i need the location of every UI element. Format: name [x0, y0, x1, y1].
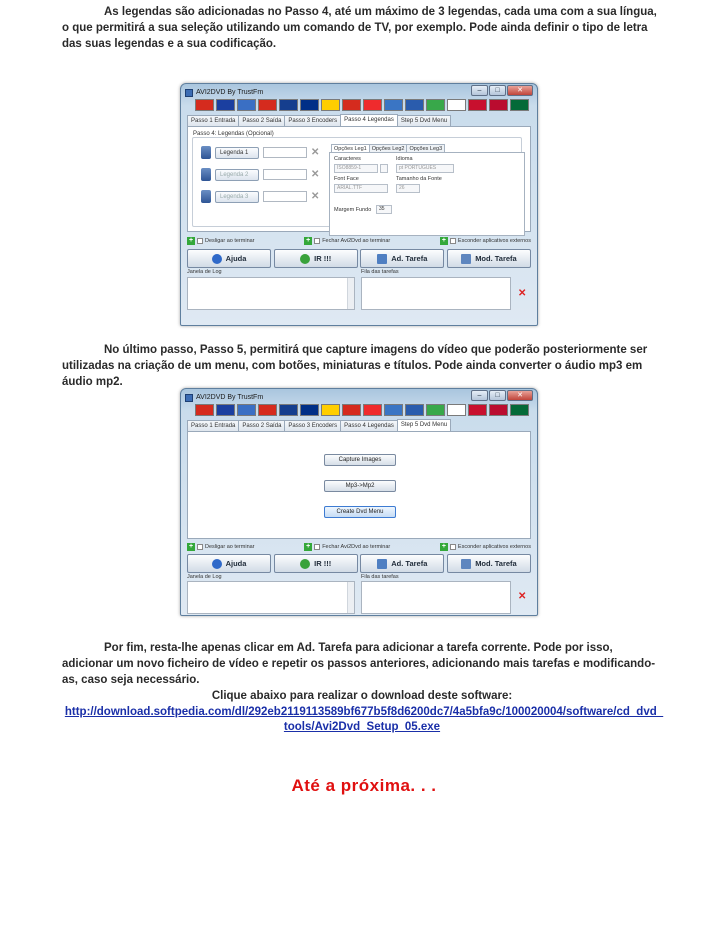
margem-label: Margem Fundo [334, 207, 372, 213]
tab-step1[interactable]: Passo 1 Entrada [187, 420, 239, 431]
closing-text: Até a próxima. . . [291, 776, 437, 795]
app-icon [185, 394, 193, 402]
checkbox-box[interactable] [197, 238, 203, 244]
tab-step1[interactable]: Passo 1 Entrada [187, 115, 239, 126]
help-icon [212, 559, 222, 569]
delete-task-icon[interactable]: ✕ [518, 591, 527, 602]
ajuda-button[interactable] [187, 554, 271, 573]
minimize-button[interactable]: – [471, 85, 488, 96]
language-flag-icon[interactable] [468, 404, 487, 416]
tab-step3[interactable]: Passo 3 Encoders [284, 115, 341, 126]
download-intro: Clique abaixo para realizar o download deste software: [211, 690, 513, 702]
fechar-checkbox[interactable] [304, 237, 390, 245]
language-flag-icon[interactable] [342, 404, 361, 416]
go-icon [300, 254, 310, 264]
remove-icon[interactable]: ✕ [311, 168, 320, 180]
window-controls [471, 390, 533, 401]
ir-label: IR !!! [314, 254, 332, 263]
caracteres-label: Caracteres [334, 156, 361, 162]
checkbox-box[interactable] [197, 544, 203, 550]
step-tabs [187, 115, 450, 126]
language-flag-icon[interactable] [447, 404, 466, 416]
legenda-options-panel [329, 152, 525, 236]
font-face-select[interactable]: ARIAL.TTF [334, 184, 388, 193]
language-flag-icon[interactable] [489, 99, 508, 111]
checkbox-box[interactable] [450, 544, 456, 550]
mp3-mp2-button[interactable]: Mp3->Mp2 [324, 480, 396, 492]
app-icon [185, 89, 193, 97]
paragraph-step5-text: No último passo, Passo 5, permitirá que capture imagens do vídeo que poderão posteriormente ser utilizadas na criação de um menu, com botões, miniaturas e títulos. Pode ainda converter o áudio mp3 em áudio mp2. [62, 344, 648, 388]
main-button-row [187, 249, 531, 268]
language-flag-icon[interactable] [300, 404, 319, 416]
legenda-3-field[interactable] [263, 191, 307, 202]
subtitle-icon[interactable] [201, 146, 211, 159]
ir-button[interactable] [274, 249, 358, 268]
options-checkbox-row [187, 237, 531, 245]
task-queue[interactable] [361, 277, 511, 310]
queue-label: Fila das tarefas [361, 574, 399, 580]
mod-tarefa-label: Mod. Tarefa [475, 254, 517, 263]
fechar-checkbox[interactable] [304, 543, 390, 551]
go-icon [300, 559, 310, 569]
idioma-label: Idioma [396, 156, 413, 162]
language-flag-icon[interactable] [321, 99, 340, 111]
mod-tarefa-button[interactable] [447, 249, 531, 268]
legendas-panel [187, 126, 531, 232]
paragraph-legendas [62, 4, 662, 52]
window-title-text: AVI2DVD By TrustFm [196, 394, 264, 401]
checkbox-box[interactable] [450, 238, 456, 244]
esconder-checkbox[interactable] [440, 237, 531, 245]
ad-tarefa-label: Ad. Tarefa [391, 559, 428, 568]
legenda-1-button[interactable]: Legenda 1 [215, 147, 259, 159]
log-window[interactable] [187, 277, 355, 310]
legenda-1-field[interactable] [263, 147, 307, 158]
language-flag-icon[interactable] [510, 404, 529, 416]
download-link-line1[interactable] [40, 704, 688, 720]
ir-button[interactable] [274, 554, 358, 573]
log-window[interactable] [187, 581, 355, 614]
checkbox-box[interactable] [314, 238, 320, 244]
log-scrollbar[interactable] [347, 582, 354, 613]
mod-tarefa-label: Mod. Tarefa [475, 559, 517, 568]
language-flag-icon[interactable] [237, 404, 256, 416]
fechar-label: Fechar Avi2Dvd ao terminar [322, 238, 391, 244]
tab-opcoes-leg3[interactable]: Opções Leg3 [406, 144, 445, 153]
language-flag-icon[interactable] [258, 404, 277, 416]
window-title [185, 391, 263, 404]
window-title [185, 86, 263, 99]
task-queue[interactable] [361, 581, 511, 614]
window-title-text: AVI2DVD By TrustFm [196, 89, 264, 96]
language-flag-icon[interactable] [489, 404, 508, 416]
download-link-line2[interactable] [62, 719, 662, 735]
create-dvd-menu-button[interactable]: Create Dvd Menu [324, 506, 396, 518]
minimize-button[interactable]: – [471, 390, 488, 401]
language-flag-icon[interactable] [384, 99, 403, 111]
plus-icon: + [188, 237, 194, 244]
ad-tarefa-button[interactable] [360, 554, 444, 573]
paragraph-legendas-text: As legendas são adicionadas no Passo 4, até um máximo de 3 legendas, cada uma com a sua língua, o que permitirá a sua seleção utilizando um comando de TV, por exemplo. Pode ainda definir o tipo de letra das suas legendas e a sua codificação. [62, 6, 657, 50]
ir-label: IR !!! [314, 559, 332, 568]
mod-tarefa-button[interactable] [447, 554, 531, 573]
paragraph-final-text: Por fim, resta-lhe apenas clicar em Ad. Tarefa para adicionar a tarefa corrente. Pode por isso, adicionar um novo ficheiro de vídeo e repetir os passos anteriores, adicionando mais tarefas e modificando-as, caso seja necessário. [62, 642, 656, 686]
main-button-row [187, 554, 531, 573]
window-controls [471, 85, 533, 96]
language-flag-icon[interactable] [342, 99, 361, 111]
queue-label: Fila das tarefas [361, 269, 399, 275]
language-flag-icon[interactable] [237, 99, 256, 111]
legendas-frame-title: Passo 4: Legendas (Opcional) [193, 131, 274, 137]
maximize-button[interactable]: □ [489, 390, 506, 401]
edit-task-icon [461, 559, 471, 569]
language-flag-icon[interactable] [363, 404, 382, 416]
esconder-label: Esconder aplicativos externos [457, 238, 531, 244]
plus-icon: + [306, 237, 311, 244]
language-flag-icon[interactable] [384, 404, 403, 416]
log-label: Janela de Log [187, 269, 222, 275]
language-flag-icon[interactable] [426, 404, 445, 416]
desligar-checkbox[interactable] [187, 237, 255, 245]
caracteres-spin[interactable] [380, 164, 388, 173]
language-flag-icon[interactable] [321, 404, 340, 416]
language-flags [195, 99, 529, 111]
legenda-row-2 [201, 168, 319, 181]
plus-icon: + [306, 543, 311, 550]
legenda-2-field[interactable] [263, 169, 307, 180]
log-scrollbar[interactable] [347, 278, 354, 309]
desligar-label: Desligar ao terminar [205, 544, 255, 550]
esconder-label: Esconder aplicativos externos [457, 544, 531, 550]
language-flag-icon[interactable] [468, 99, 487, 111]
subtitle-icon[interactable] [201, 168, 211, 181]
add-task-icon [377, 559, 387, 569]
language-flag-icon[interactable] [300, 99, 319, 111]
tab-step4[interactable]: Passo 4 Legendas [340, 420, 398, 431]
tab-step4[interactable]: Passo 4 Legendas [340, 114, 398, 126]
language-flag-icon[interactable] [195, 99, 214, 111]
plus-icon: + [441, 543, 446, 550]
add-task-icon [377, 254, 387, 264]
paragraph-final [62, 640, 662, 688]
language-flag-icon[interactable] [405, 99, 424, 111]
capture-images-button[interactable]: Capture Images [324, 454, 396, 466]
language-flag-icon[interactable] [279, 404, 298, 416]
legenda-row-1 [201, 146, 319, 159]
font-face-label: Font Face [334, 176, 359, 182]
legenda-row-3 [201, 190, 319, 203]
download-link-text-1[interactable]: http://download.softpedia.com/dl/292eb2119113589bf677b5f8d6200dc7/4a5bfa9c/100020004/software/cd_dvd_ [64, 706, 664, 718]
app-window-step4 [180, 83, 538, 326]
legenda-2-button[interactable]: Legenda 2 [215, 169, 259, 181]
close-button[interactable]: ✕ [507, 85, 533, 96]
font-size-label: Tamanho da Fonte [396, 176, 442, 182]
ad-tarefa-label: Ad. Tarefa [391, 254, 428, 263]
caracteres-select[interactable]: ISO8859-1 [334, 164, 378, 173]
idioma-select[interactable]: pt PORTUGUES [396, 164, 454, 173]
language-flag-icon[interactable] [216, 404, 235, 416]
subtitle-icon[interactable] [201, 190, 211, 203]
dvd-menu-panel [187, 431, 531, 539]
fechar-label: Fechar Avi2Dvd ao terminar [322, 544, 391, 550]
tab-step2[interactable]: Passo 2 Saída [238, 115, 285, 126]
remove-icon[interactable]: ✕ [311, 146, 320, 158]
esconder-checkbox[interactable] [440, 543, 531, 551]
ajuda-button[interactable] [187, 249, 271, 268]
remove-icon[interactable]: ✕ [311, 190, 320, 202]
options-checkbox-row [187, 543, 531, 551]
log-label: Janela de Log [187, 574, 222, 580]
language-flag-icon[interactable] [258, 99, 277, 111]
download-link-text-2[interactable]: tools/Avi2Dvd_Setup_05.exe [283, 721, 441, 733]
close-button[interactable]: ✕ [507, 390, 533, 401]
language-flag-icon[interactable] [216, 99, 235, 111]
desligar-label: Desligar ao terminar [205, 238, 255, 244]
language-flag-icon[interactable] [363, 99, 382, 111]
font-size-select[interactable]: 26 [396, 184, 420, 193]
tab-opcoes-leg2[interactable]: Opções Leg2 [369, 144, 408, 153]
tab-step5[interactable]: Step 5 Dvd Menu [397, 419, 451, 431]
app-window-step5 [180, 388, 538, 616]
language-flag-icon[interactable] [195, 404, 214, 416]
language-flag-icon[interactable] [279, 99, 298, 111]
plus-icon: + [188, 543, 194, 550]
ajuda-label: Ajuda [225, 559, 247, 568]
maximize-button[interactable]: □ [489, 85, 506, 96]
language-flag-icon[interactable] [510, 99, 529, 111]
language-flag-icon[interactable] [447, 99, 466, 111]
edit-task-icon [461, 254, 471, 264]
plus-icon: + [441, 237, 446, 244]
delete-task-icon[interactable]: ✕ [518, 288, 527, 299]
margem-spin[interactable]: 35 [376, 205, 392, 214]
tab-step2[interactable]: Passo 2 Saída [238, 420, 285, 431]
language-flag-icon[interactable] [405, 404, 424, 416]
language-flags [195, 404, 529, 416]
legenda-3-button[interactable]: Legenda 3 [215, 191, 259, 203]
desligar-checkbox[interactable] [187, 543, 255, 551]
ad-tarefa-button[interactable] [360, 249, 444, 268]
tab-step3[interactable]: Passo 3 Encoders [284, 420, 341, 431]
tab-step5[interactable]: Step 5 Dvd Menu [397, 115, 451, 126]
ajuda-label: Ajuda [225, 254, 247, 263]
step-tabs [187, 420, 450, 431]
help-icon [212, 254, 222, 264]
paragraph-step5 [62, 342, 662, 390]
tab-opcoes-leg1[interactable]: Opções Leg1 [331, 144, 370, 153]
checkbox-box[interactable] [314, 544, 320, 550]
language-flag-icon[interactable] [426, 99, 445, 111]
legendas-frame [192, 137, 522, 227]
